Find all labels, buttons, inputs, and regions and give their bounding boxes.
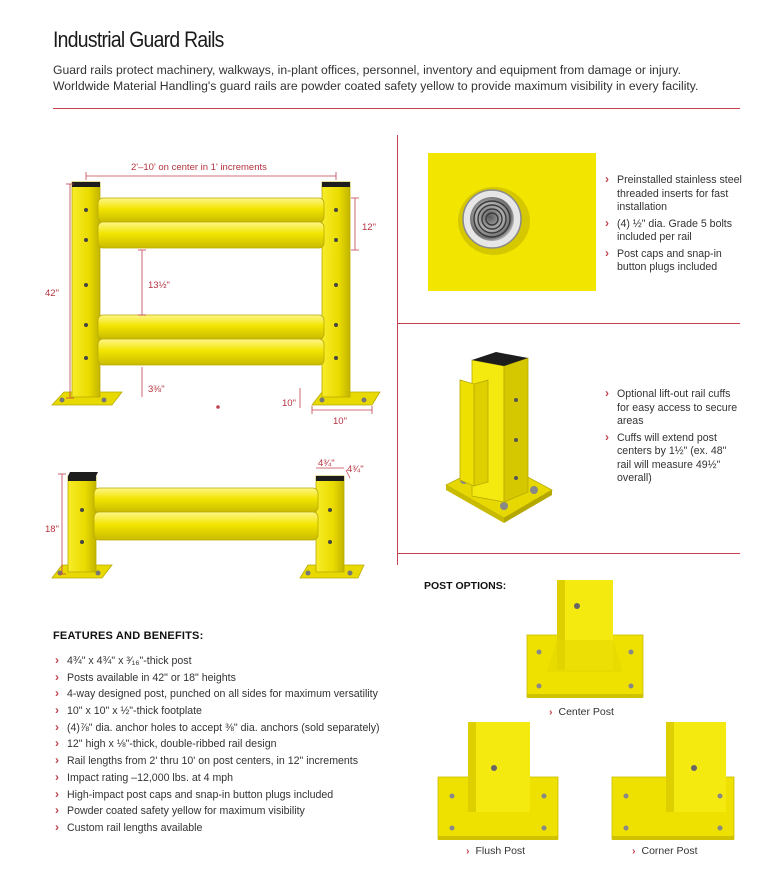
corner-post-label: Corner Post (641, 845, 698, 857)
right-divider-1 (397, 323, 740, 324)
feature-item: › Powder coated safety yellow for maximum visibility (53, 805, 383, 819)
guard-rail-18-diagram (50, 470, 370, 590)
feature-item: › Impact rating –12,000 lbs. at 4 mph (53, 772, 383, 786)
feature-item: › High-impact post caps and snap-in button plugs included (53, 789, 383, 803)
center-post-label: Center Post (558, 706, 614, 718)
feature-item: › 10" x 10" x ½"-thick footplate (53, 705, 383, 719)
features-title: FEATURES AND BENEFITS: (53, 630, 204, 642)
threaded-insert-photo (428, 153, 596, 291)
cuff-bullet-1: › Optional lift-out rail cuffs for easy access to secure areas (603, 388, 743, 429)
dim-post-depth: 4¾" (347, 464, 364, 475)
dim-rail-gap: 13½" (148, 280, 170, 291)
cuff-bullet-2: › Cuffs will extend post centers by 1½" (ex. 48" rail will measure 49½" overall) (603, 432, 743, 486)
intro-line-1: Guard rails protect machinery, walkways, in-plant offices, personnel, inventory and equipment from damage or injury. (53, 63, 681, 77)
guard-rail-42-diagram (50, 160, 390, 420)
dim-plate-width: 10" (333, 416, 347, 427)
feature-item: › Custom rail lengths available (53, 822, 383, 836)
feature-item: › Posts available in 42" or 18" heights (53, 672, 383, 686)
insert-bullets (603, 174, 743, 278)
dim-post-width: 4¾" (318, 458, 335, 469)
dim-clearance: 3⅜" (148, 384, 165, 395)
feature-item: › (4)⅞" dia. anchor holes to accept ⅜" dia. anchors (sold separately) (53, 722, 383, 736)
dim-height-42: 42" (45, 288, 59, 299)
flush-post-caption (466, 845, 525, 857)
features-list (53, 655, 383, 839)
feature-item: › 4-way designed post, punched on all sides for maximum versatility (53, 688, 383, 702)
cuff-bullets (603, 388, 743, 489)
corner-post-photo (612, 722, 734, 842)
corner-post-caption (632, 845, 698, 857)
chevron-right-icon: › (466, 845, 470, 857)
feature-item: › 12" high x ⅛"-thick, double-ribbed rail design (53, 738, 383, 752)
flush-post-photo (438, 722, 558, 842)
dim-height-18: 18" (45, 524, 59, 535)
header-divider (53, 108, 740, 109)
center-post-caption (549, 706, 614, 718)
rail-cuff-post-photo (444, 350, 554, 530)
feature-item: › 4¾" x 4¾" x ³⁄₁₆"-thick post (53, 655, 383, 669)
chevron-right-icon: › (632, 845, 636, 857)
vertical-divider (397, 135, 398, 565)
chevron-right-icon: › (549, 706, 553, 718)
insert-bullet-1: › Preinstalled stainless steel threaded inserts for fast installation (603, 174, 743, 215)
dim-span: 2'–10' on center in 1' increments (131, 162, 267, 173)
intro-text (53, 62, 753, 94)
feature-item: › Rail lengths from 2' thru 10' on post centers, in 12" increments (53, 755, 383, 769)
intro-line-2: Worldwide Material Handling's guard rails are powder coated safety yellow to provide maximum visibility in every facility. (53, 79, 699, 93)
right-divider-2 (397, 553, 740, 554)
insert-bullet-3: › Post caps and snap-in button plugs included (603, 248, 743, 275)
post-options-title: POST OPTIONS: (424, 580, 507, 592)
dim-plate-depth: 10" (282, 398, 296, 409)
flush-post-label: Flush Post (475, 845, 526, 857)
dim-rail-height: 12" (362, 222, 376, 233)
center-post-photo (527, 580, 643, 700)
insert-bullet-2: › (4) ½" dia. Grade 5 bolts included per rail (603, 218, 743, 245)
page-title: Industrial Guard Rails (53, 27, 224, 52)
